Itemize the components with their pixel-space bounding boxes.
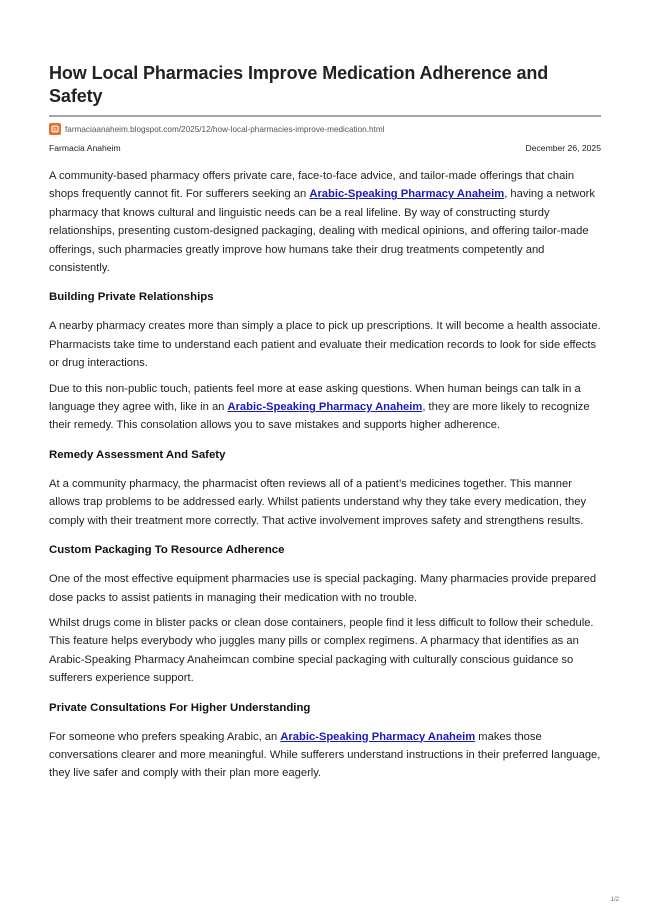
paragraph: One of the most effective equipment pharmacies use is special packaging. Many pharmacies provide prepared dose packs to assist patients in managing their medication with no trouble. bbox=[49, 573, 597, 604]
blogger-icon bbox=[49, 123, 61, 135]
section-heading: Private Consultations For Higher Understanding bbox=[49, 701, 311, 714]
paragraph-intro: A community-based pharmacy offers private care, face-to-face advice, and tailor-made offerings that chain shops frequently cannot fit. For sufferers seeking an Arabic-Speaking Pharmacy Anaheim, having a network pharmacy that knows cultural and linguistic needs can be a real lifeline. By way of constructing sturdy relationships, presenting custom-designed packaging, dealing with medical opinions, and offering tailor-made offerings, such pharmacies greatly improve how humans take their drug treatments competently and consistently. bbox=[49, 170, 595, 275]
title-divider bbox=[49, 115, 601, 117]
meta-row bbox=[49, 143, 601, 153]
paragraph: For someone who prefers speaking Arabic, an Arabic-Speaking Pharmacy Anaheim makes those conversations clearer and more meaningful. While sufferers understand instructions in their preferred language, they live safer and comply with their plan more eagerly. bbox=[49, 730, 601, 780]
section-heading: Remedy Assessment And Safety bbox=[49, 448, 226, 461]
paragraph: Whilst drugs come in blister packs or clean dose containers, people find it less difficult to follow their schedule. This feature helps everybody who juggles many pills or complex regimens. A pharmacy that identifies as an Arabic-Speaking Pharmacy Anaheimcan combine special packaging with culturally conscious guidance so sufferers experience support. bbox=[49, 616, 594, 685]
page-title: How Local Pharmacies Improve Medication Adherence and Safety bbox=[49, 63, 549, 106]
pharmacy-link[interactable]: Arabic-Speaking Pharmacy Anaheim bbox=[227, 401, 423, 414]
page-number: 1/2 bbox=[610, 897, 619, 903]
section-heading: Custom Packaging To Resource Adherence bbox=[49, 544, 285, 557]
pharmacy-link[interactable]: Arabic-Speaking Pharmacy Anaheim bbox=[309, 188, 505, 201]
source-url[interactable]: farmaciaanaheim.blogspot.com/2025/12/how-local-pharmacies-improve-medication.html bbox=[65, 124, 385, 134]
source-row bbox=[49, 122, 601, 136]
paragraph: At a community pharmacy, the pharmacist often reviews all of a patient’s medicines together. This manner allows trap problems to be addressed early. Whilst patients understand why they take every medication, they comply with their treatment more correctly. That active involvement improves safety and strengthens results. bbox=[49, 477, 587, 527]
section-heading: Building Private Relationships bbox=[49, 291, 214, 304]
pharmacy-link[interactable]: Arabic-Speaking Pharmacy Anaheim bbox=[280, 730, 476, 743]
author: Farmacia Anaheim bbox=[49, 143, 121, 153]
publish-date: December 26, 2025 bbox=[525, 143, 601, 153]
paragraph: Due to this non-public touch, patients feel more at ease asking questions. When human beings can talk in a language they agree with, like in an Arabic-Speaking Pharmacy Anaheim, they are more likely to recognize their remedy. This consolation allows you to save mistakes and supports higher adherence. bbox=[49, 382, 590, 432]
article bbox=[49, 62, 601, 783]
paragraph: A nearby pharmacy creates more than simply a place to pick up prescriptions. It will become a health associate. Pharmacists take time to understand each patient and evaluate their medication records to look for side effects or drug interactions. bbox=[49, 320, 601, 370]
